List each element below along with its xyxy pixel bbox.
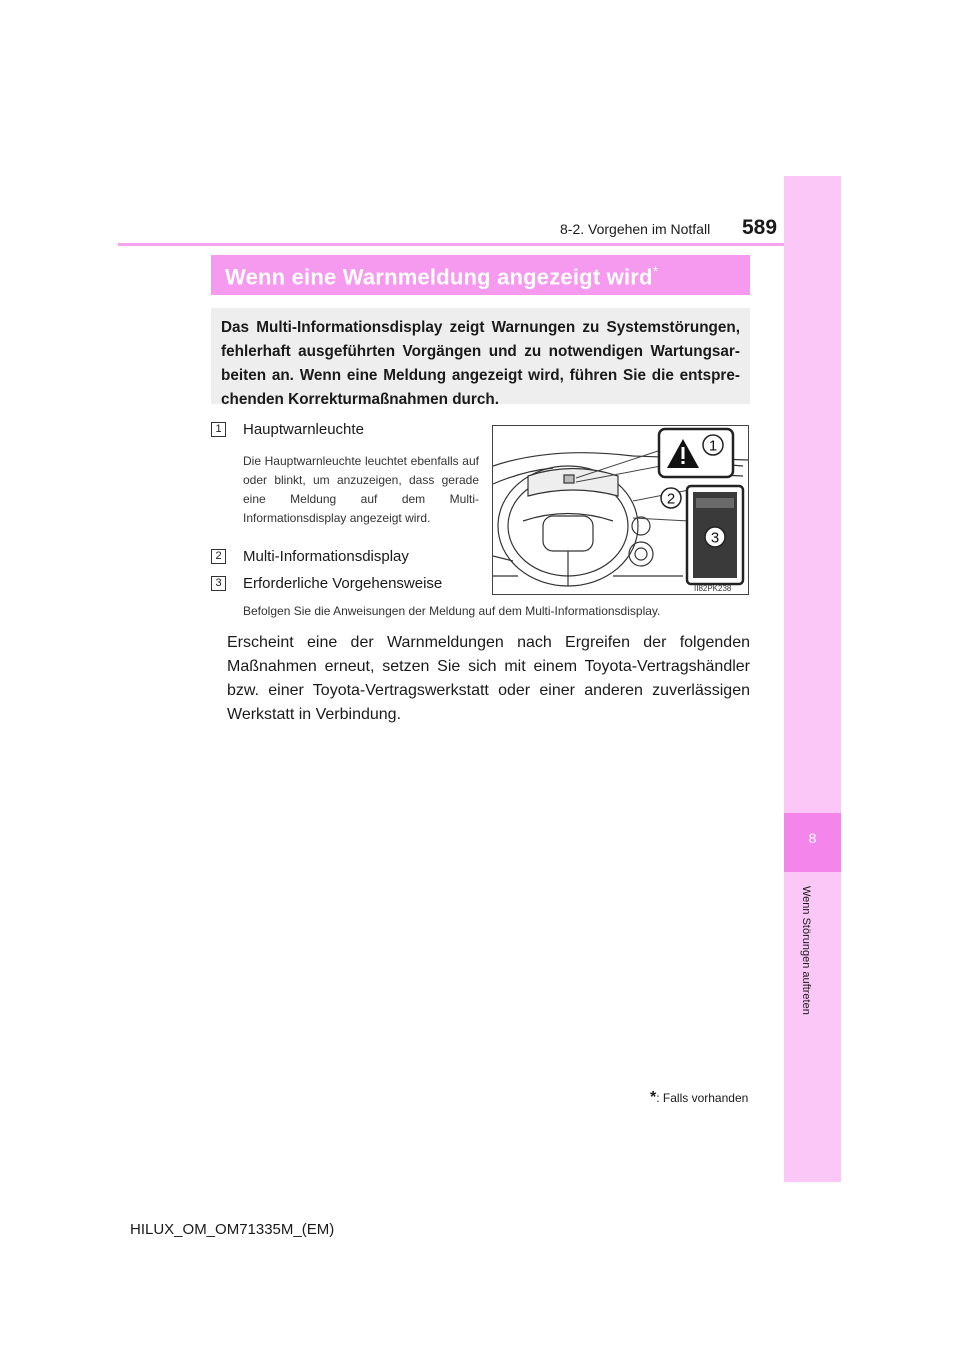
- footnote-asterisk: *: [650, 1089, 657, 1106]
- dashboard-drawing: [493, 426, 748, 594]
- chapter-reference: 8-2. Vorgehen im Notfall: [560, 221, 711, 237]
- item-number-badge: 3: [211, 576, 226, 591]
- item-label-warning-light: Hauptwarnleuchte: [243, 421, 364, 438]
- page-number: 589: [742, 216, 778, 239]
- footnote: [650, 1089, 748, 1107]
- header-divider: [118, 243, 841, 246]
- document-code: HILUX_OM_OM71335M_(EM): [130, 1221, 335, 1238]
- section-title-text: Wenn eine Warnmeldung angezeigt wird: [225, 264, 653, 290]
- intro-box: Das Multi-Informationsdisplay zeigt Warnungen zu Systemstörungen, fehlerhaft ausgeführten Vorgängen und zu notwendigen Wartungsarbeiten an. Wenn eine Meldung angezeigt wird, führen Sie die entsprechenden Korrekturmaßnahmen durch.: [211, 308, 750, 404]
- body-paragraph: Erscheint eine der Warnmeldungen nach Ergreifen der folgenden Maßnahmen erneut, setzen Sie sich mit einem Toyota-Vertragshändler bzw. einer Toyota-Vertragswerkstatt oder einer anderen zuverlässigen Werkstatt in Verbindung.: [227, 634, 750, 723]
- callout-number: 1: [708, 437, 718, 455]
- section-title: [211, 255, 750, 295]
- chapter-tab-number: 8: [808, 830, 817, 846]
- item-label-display: Multi-Informationsdisplay: [243, 548, 409, 565]
- item-number-badge: 2: [211, 549, 226, 564]
- footnote-text: : Falls vorhanden: [656, 1091, 749, 1105]
- item-number-badge: 1: [211, 422, 226, 437]
- chapter-side-tab: [784, 176, 841, 1182]
- callout-number: 2: [666, 490, 676, 508]
- figure-code: II82PK238: [694, 584, 732, 593]
- chapter-tab-label: Wenn Störungen auftreten: [800, 886, 812, 1015]
- dashboard-illustration: [492, 425, 749, 595]
- item-description-warning-light: Die Hauptwarnleuchte leuchtet ebenfalls auf oder blinkt, um anzuzeigen, dass gerade eine Meldung auf dem Multi-Informationsdisplay angezeigt wird.: [243, 454, 479, 525]
- item-note-procedure: Befolgen Sie die Anweisungen der Meldung auf dem Multi-Informationsdisplay.: [243, 604, 661, 618]
- availability-asterisk: *: [652, 263, 659, 279]
- callout-number: 3: [710, 529, 720, 547]
- item-label-procedure: Erforderliche Vorgehensweise: [243, 575, 443, 592]
